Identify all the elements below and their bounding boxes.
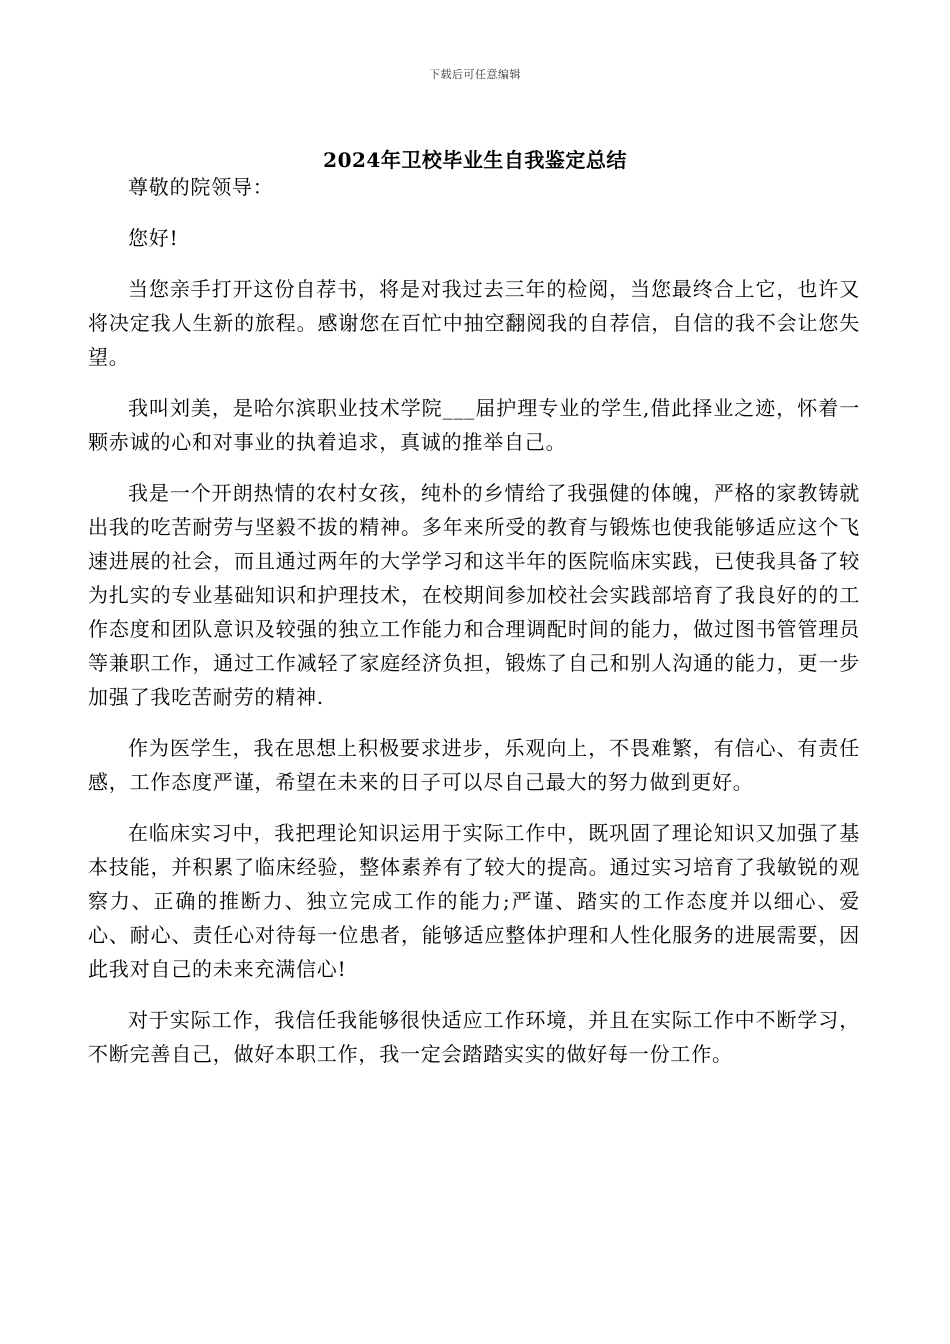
paragraph-background: 我是一个开朗热情的农村女孩，纯朴的乡情给了我强健的体魄，严格的家教铸就出我的吃苦耐劳与坚毅不拔的精神。多年来所受的教育与锻炼也使我能够适应这个飞速进展的社会，而且通过两年的大学学习和这半年的医院临床实践，已使我具备了较为扎实的专业基础知识和护理技术，在校期间参加校社会实践部培育了我良好的的工作态度和团队意识及较强的独立工作能力和合理调配时间的能力，做过图书管管理员等兼职工作，通过工作减轻了家庭经济负担，锻炼了自己和别人沟通的能力，更一步加强了我吃苦耐劳的精神. bbox=[88, 481, 860, 709]
paragraph-clinical-internship: 在临床实习中，我把理论知识运用于实际工作中，既巩固了理论知识又加强了基本技能，并积累了临床经验，整体素养有了较大的提高。通过实习培育了我敏锐的观察力、正确的推断力、独立完成工作的能力;严谨、踏实的工作态度并以细心、爱心、耐心、责任心对待每一位患者，能够适应整体护理和人性化服务的进展需要，因此我对自己的未来充满信心! bbox=[88, 821, 860, 981]
paragraph-work-outlook: 对于实际工作，我信任我能够很快适应工作环境，并且在实际工作中不断学习，不断完善自己，做好本职工作，我一定会踏踏实实的做好每一份工作。 bbox=[88, 1008, 860, 1066]
paragraph-self-introduction: 我叫刘美，是哈尔滨职业技术学院___届护理专业的学生,借此择业之迹，怀着一颗赤诚的心和对事业的执着追求，真诚的推举自己。 bbox=[88, 396, 860, 454]
paragraph-intro: 当您亲手打开这份自荐书，将是对我过去三年的检阅，当您最终合上它，也许又将决定我人生新的旅程。感谢您在百忙中抽空翻阅我的自荐信，自信的我不会让您失望。 bbox=[88, 277, 860, 369]
document-body bbox=[88, 170, 860, 1088]
paragraph-attitude: 作为医学生，我在思想上积极要求进步，乐观向上，不畏难繁，有信心、有责任感，工作态度严谨，希望在未来的日子可以尽自己最大的努力做到更好。 bbox=[88, 736, 860, 794]
salutation: 尊敬的院领导： bbox=[128, 175, 274, 199]
greeting: 您好! bbox=[128, 226, 179, 250]
header-note: 下载后可任意编辑 bbox=[429, 68, 521, 81]
page-title: 2024年卫校毕业生自我鉴定总结 bbox=[323, 148, 627, 172]
